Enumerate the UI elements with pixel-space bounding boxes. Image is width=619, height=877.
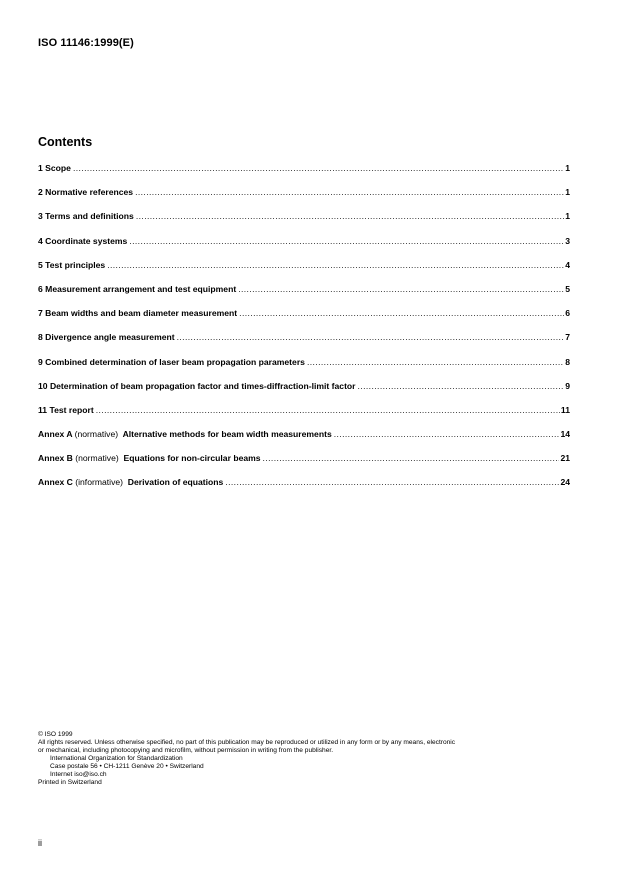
toc-entry-page: 11 bbox=[560, 404, 570, 415]
annex-title: Equations for non-circular beams bbox=[123, 453, 261, 464]
toc-entry-page: 4 bbox=[565, 259, 570, 270]
copyright-line: © ISO 1999 bbox=[38, 731, 73, 738]
toc-entry-page: 9 bbox=[565, 380, 570, 391]
toc-entry-page: 24 bbox=[560, 477, 570, 488]
toc-entry-annex-c[interactable] bbox=[38, 477, 570, 501]
toc-entry-title: 4 Coordinate systems bbox=[38, 235, 128, 246]
toc-entry-page: 3 bbox=[565, 235, 570, 246]
toc-entry-title: 7 Beam widths and beam diameter measurement bbox=[38, 308, 238, 319]
annex-kind: (normative) bbox=[75, 453, 119, 464]
annex-kind: (normative) bbox=[74, 429, 119, 440]
printed-in: Printed in Switzerland bbox=[38, 779, 102, 786]
toc-entry-terms-and-definitions[interactable] bbox=[38, 211, 570, 235]
toc-entry-coordinate-systems[interactable] bbox=[38, 236, 570, 260]
annex-label: Annex B bbox=[38, 453, 73, 464]
annex-label: Annex C bbox=[38, 477, 73, 488]
dot-leader bbox=[239, 308, 564, 318]
toc-entry-propagation-factor[interactable] bbox=[38, 381, 570, 405]
page-number: ii bbox=[38, 838, 42, 848]
toc-entry-page: 8 bbox=[565, 356, 570, 367]
toc-entry-page: 1 bbox=[565, 211, 570, 222]
annex-label: Annex A bbox=[38, 429, 73, 440]
organization-internet: Internet iso@iso.ch bbox=[50, 771, 107, 778]
toc-entry-test-principles[interactable] bbox=[38, 260, 570, 284]
dot-leader bbox=[334, 429, 560, 439]
dot-leader bbox=[107, 260, 564, 270]
annex-title: Alternative methods for beam width measurements bbox=[122, 429, 332, 440]
toc-entry-title: 6 Measurement arrangement and test equipment bbox=[38, 283, 237, 294]
toc-entry-page: 6 bbox=[565, 308, 570, 319]
toc-entry-propagation-parameters[interactable] bbox=[38, 357, 570, 381]
dot-leader bbox=[225, 477, 559, 487]
toc-entry-normative-references[interactable] bbox=[38, 187, 570, 211]
toc-entry-divergence-angle[interactable] bbox=[38, 332, 570, 356]
toc-entry-title: 9 Combined determination of laser beam propagation parameters bbox=[38, 356, 305, 367]
dot-leader bbox=[129, 236, 564, 246]
toc-entry-title bbox=[38, 429, 332, 439]
dot-leader bbox=[238, 284, 564, 294]
toc-entry-title: 8 Divergence angle measurement bbox=[38, 332, 175, 343]
toc-entry-page: 21 bbox=[560, 453, 570, 464]
contents-heading: Contents bbox=[38, 135, 93, 149]
dot-leader bbox=[135, 187, 564, 197]
toc-entry-page: 14 bbox=[560, 429, 570, 440]
dot-leader bbox=[73, 163, 564, 173]
toc-entry-measurement-arrangement[interactable] bbox=[38, 284, 570, 308]
toc-entry-beam-widths[interactable] bbox=[38, 308, 570, 332]
dot-leader bbox=[177, 332, 565, 342]
toc-entry-annex-a[interactable] bbox=[38, 429, 570, 453]
organization-address: Case postale 56 • CH-1211 Genève 20 • Switzerland bbox=[50, 763, 204, 770]
toc-entry-page: 1 bbox=[565, 163, 570, 173]
toc-entry-title: 11 Test report bbox=[38, 404, 94, 415]
document-id: ISO 11146:1999(E) bbox=[38, 37, 134, 49]
toc-entry-annex-b[interactable] bbox=[38, 453, 570, 477]
toc-entry-page: 5 bbox=[565, 283, 570, 294]
toc-entry-title: 2 Normative references bbox=[38, 187, 134, 198]
toc-entry-title: 1 Scope bbox=[38, 163, 71, 173]
organization-name: International Organization for Standardization bbox=[50, 755, 183, 762]
table-of-contents bbox=[38, 163, 570, 502]
dot-leader bbox=[96, 405, 560, 415]
dot-leader bbox=[136, 211, 564, 221]
toc-entry-test-report[interactable] bbox=[38, 405, 570, 429]
dot-leader bbox=[307, 357, 564, 367]
toc-entry-title: 3 Terms and definitions bbox=[38, 211, 134, 222]
toc-entry-title bbox=[38, 477, 223, 487]
annex-kind: (informative) bbox=[75, 477, 124, 488]
copyright-notice bbox=[38, 731, 578, 787]
dot-leader bbox=[263, 453, 560, 463]
toc-entry-page: 7 bbox=[565, 332, 570, 343]
toc-entry-title: 5 Test principles bbox=[38, 259, 106, 270]
toc-entry-title: 10 Determination of beam propagation factor and times-diffraction-limit factor bbox=[38, 380, 356, 391]
rights-statement-line-1: All rights reserved. Unless otherwise specified, no part of this publication may be reproduced or utilized in any form or by any means, electronic bbox=[38, 739, 456, 746]
dot-leader bbox=[358, 381, 565, 391]
annex-title: Derivation of equations bbox=[127, 477, 224, 488]
rights-statement-line-2: or mechanical, including photocopying and microfilm, without permission in writing from the publisher. bbox=[38, 747, 334, 754]
toc-entry-page: 1 bbox=[565, 187, 570, 198]
toc-entry-scope[interactable] bbox=[38, 163, 570, 187]
toc-entry-title bbox=[38, 453, 261, 463]
